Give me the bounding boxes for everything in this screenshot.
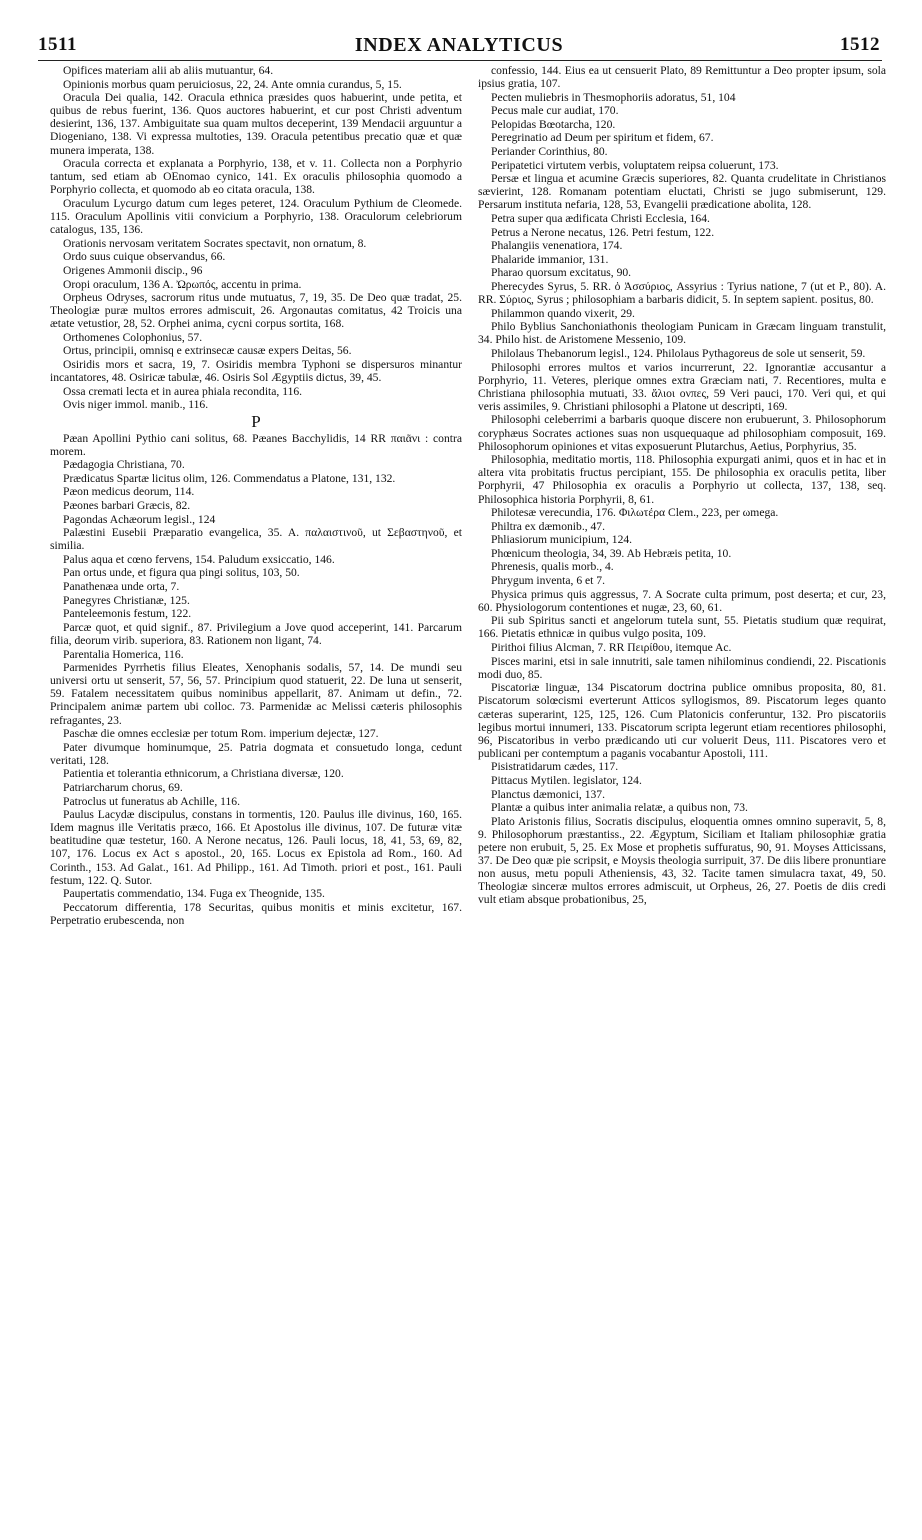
index-entry: Pecten muliebris in Thesmophoriis adoratus, 51, 104: [491, 90, 736, 104]
index-entry: Paulus Lacydæ discipulus, constans in tormentis, 120. Paulus ille divinus, 160, 165. Idem magnus ille Veritatis præco, 166. Et Apostolus ille divinus, 107. De futuræ vitæ beatitudine quæ testetur, 160. A Nerone necatus, 126. Pauli locus, 18, 41, 53, 69, 82, 107, 176. Locus ex Act s apostol., 20, 165. Locus ex Epistola ad Rom., 160. Ad Corinth., 153. Ad Galat., 161. Ad Philipp., 161. Ad Timoth. priori et post., 161. Pauli festum, 122. Q. Sutor.: [50, 808, 462, 887]
index-entry: Pharao quorsum excitatus, 90.: [491, 266, 632, 280]
section-letter-p: P: [251, 412, 261, 432]
index-entry: Pelopidas Bœotarcha, 120.: [491, 117, 616, 131]
left-column: [50, 64, 462, 928]
index-entry: Ortus, principii, omnisq e extrinsecæ causæ expers Deitas, 56.: [63, 344, 352, 358]
index-entry: Pherecydes Syrus, 5. RR. ὁ Ἀσσύριος, Assyrius : Tyrius natione, 7 (ut et P., 80). A. RR. Σύριος, Syrus ; philosophiam a barbaris didicit, 5. In septem sapient. positus, 80.: [478, 280, 886, 307]
index-entry: Patriarcharum chorus, 69.: [63, 780, 183, 794]
index-entry: Ossa cremati lecta et in aurea phiala recondita, 116.: [63, 384, 303, 398]
index-entry: Petra super qua ædificata Christi Ecclesia, 164.: [491, 212, 710, 226]
index-entry: Paschæ die omnes ecclesiæ per totum Rom. imperium dejectæ, 127.: [63, 727, 379, 741]
index-entry: Parentalia Homerica, 116.: [63, 647, 184, 661]
index-entry: Pæon medicus deorum, 114.: [63, 485, 195, 499]
header-rule: [38, 60, 882, 61]
index-entry: Patroclus ut funeratus ab Achille, 116.: [63, 794, 240, 808]
index-entry: Orpheus Odryses, sacrorum ritus unde mutuatus, 7, 19, 35. De Deo quæ tradat, 25. Theologiæ puræ multos errores admiscuit, 26. Argonautas comitatus, 42 Troicis una ætate vetustior, 28, 52. Orphei anima, cycni corpus sortita, 168.: [50, 291, 462, 331]
index-entry: Philosophia, meditatio mortis, 118. Philosophia expurgati animi, quos et in hac et in altera vita probitatis fructus percipiant, 155. De philosophia ex oraculis petita, liber Porphyrii, 47 Philosophia ex oraculis a Porphyrio ut collecta, 137, 138, seq. Philosophica historia Porphyrii, 8, 61.: [478, 453, 886, 506]
index-entry: Oropi oraculum, 136 A. Ὠρωπός, accentu in prima.: [63, 277, 302, 291]
index-entry: Philosophi errores multos et varios incurrerunt, 22. Ignorantiæ accusantur a Porphyrio, 11. Veteres, plerique omnes extra Græciam nati, 7. Recentiores, multa e Christiana philosophia mutuati, 33. ἅλιοι ονπες, 59 Veri pauci, 170. Veri qui, et qui veris assimiles, 9. Christiani philosophi a Platone ut descripti, 169.: [478, 360, 886, 413]
page-title: INDEX ANALYTICUS: [354, 34, 564, 56]
index-entry: Parmenides Pyrrhetis filius Eleates, Xenophanis sodalis, 57, 14. De mundi seu universi ortu ut senserit, 57, 56, 57. Principium quod statuerit, 22. De luna ut senserit, 59. Fatalem necessitatem quibus nominibus appellarit, 87. Animam ut defin., 72. Principalem animæ partem ubi colloc. 73. Parmenidæ ac Melissi cæteris philosophis refragantes, 23.: [50, 661, 462, 727]
index-entry: Planctus dæmonici, 137.: [491, 787, 606, 801]
index-entry: Panteleemonis festum, 122.: [63, 607, 192, 621]
index-entry: Pæones barbari Græcis, 82.: [63, 499, 191, 512]
index-entry: Osiridis mors et sacra, 19, 7. Osiridis membra Typhoni se dispersuros minantur incantatores, 48. Osiricæ tabulæ, 46. Osiris Sol Ægyptiis dictus, 39, 45.: [50, 358, 462, 385]
index-entry: Plato Aristonis filius, Socratis discipulus, eloquentia omnes omnino superavit, 5, 8, 9. Philosophorum præstantiss., 22. Ægyptum, Siciliam et Italiam philosophiæ gratia petere non erubuit, 5, 25. Ex Mose et prophetis suffuratus, 90, 91. Moyses Atticissans, 37. De Deo quæ pie scripsit, e Moysis theologia surripuit, 37. De diis libere pronuntiare non ausus, metu populi Atheniensis, 43, 32. Tacite tamen simulacra taxat, 49, 50. Theologiæ sinceræ multos errores admiscuit, ut Orpheus, 26, 27. Poetis de diis credi vult etiam absque probationibus, 25,: [478, 814, 886, 907]
index-entry: Origenes Ammonii discip., 96: [63, 263, 203, 277]
index-entry: Peccatorum differentia, 178 Securitas, quibus monitis et minis excitetur, 167. Perpetratio erubescenda, non: [50, 900, 462, 927]
index-entry: Opinionis morbus quam peruiciosus, 22, 24. Ante omnia curandus, 5, 15.: [63, 77, 402, 91]
page-header: [38, 34, 880, 58]
index-entry: Philolaus Thebanorum legisl., 124. Philolaus Pythagoreus de sole ut senserit, 59.: [491, 346, 866, 360]
index-entry: Peripatetici virtutem verbis, voluptatem reipsa coluerunt, 173.: [491, 158, 779, 172]
index-entry: Phalangiis venenatiora, 174.: [491, 239, 623, 253]
index-entry: Pittacus Mytilen. legislator, 124.: [491, 773, 642, 787]
index-entry: Orthomenes Colophonius, 57.: [63, 330, 203, 344]
index-entry: Pii sub Spiritus sancti et angelorum tutela sunt, 55. Pietatis studium quæ requirat, 166. Pietatis ethnicæ in quibus vulgo posita, 109.: [478, 614, 886, 641]
right-column: [478, 64, 886, 907]
index-entry: Plantæ a quibus inter animalia relatæ, a quibus non, 73.: [491, 801, 748, 815]
index-entry: Philo Byblius Sanchoniathonis theologiam Punicam in Græcam linguam transtulit, 34. Philo hist. de Aristomene Messenio, 109.: [478, 320, 886, 347]
index-entry: Pisces marini, etsi in sale innutriti, sale tamen nihilominus condiendi, 22. Piscationis modi duo, 85.: [478, 654, 886, 681]
index-entry: Pisistratidarum cædes, 117.: [491, 760, 619, 774]
index-entry: Patientia et tolerantia ethnicorum, a Christiana diversæ, 120.: [63, 767, 344, 781]
index-entry: Pæan Apollini Pythio cani solitus, 68. Pæanes Bacchylidis, 14 RR παιᾶνι : contra morem.: [50, 431, 462, 458]
index-entry: Piscatoriæ linguæ, 134 Piscatorum doctrina publice omnibus proposita, 80, 81. Piscatorum solœcismi everterunt Atticos syllogismos, 89. Piscatorum leges quanto cæteras superarint, 125, 125, 126. Cum Platonicis conferuntur, 132. Pro piscatoriis legibus mortui innumeri, 133. Piscatorum scripta legerunt etiam recentiores philosophi, 96, Piscatoribus in verbo prædicando uti cur voluerit Deus, 111. Piscatores vero et publicani per contemptum a paganis vocabantur Apostoli, 111.: [478, 681, 886, 760]
index-entry: Phliasiorum municipium, 124.: [491, 533, 633, 547]
index-entry: Periander Corinthius, 80.: [491, 145, 608, 159]
index-entry: Phrenesis, qualis morb., 4.: [491, 560, 614, 574]
index-entry: Oracula Dei qualia, 142. Oracula ethnica præsides quos habuerint, unde petita, et quibus de rebus fuerint, 136. Quos auctores habuerint, et cur post Christi adventum desierint, 136, 137. Ambiguitate sua quam multos deceperint, 139 Mendacii arguuntur a Diogeniano, 138. Vi expressa multoties, 139. Oracula petentibus precatio quæ et quæ munera imperata, 138.: [50, 91, 462, 157]
index-entry: Orationis nervosam veritatem Socrates spectavit, non ornatum, 8.: [63, 236, 367, 250]
index-entry: Parcæ quot, et quid signif., 87. Privilegium a Jove quod acceperint, 141. Parcarum filia, deorum virib. superiora, 83. Rationem non ligant, 74.: [50, 620, 462, 647]
index-entry: Phrygum inventa, 6 et 7.: [491, 574, 605, 588]
index-entry: Pirithoi filius Alcman, 7. RR Πειρίθου, itemque Ac.: [491, 641, 732, 655]
index-entry: Philammon quando vixerit, 29.: [491, 306, 635, 320]
page-number-right: 1512: [840, 34, 880, 55]
index-entry: Palæstini Eusebii Præparatio evangelica, 35. A. παλαιστινοῦ, ut Σεβαστηνοῦ, et similia.: [50, 526, 462, 553]
index-entry: Prædicatus Spartæ licitus olim, 126. Commendatus a Platone, 131, 132.: [63, 471, 396, 485]
index-entry: Ordo suus cuique observandus, 66.: [63, 250, 226, 264]
index-entry: Petrus a Nerone necatus, 126. Petri festum, 122.: [491, 225, 715, 239]
page-number-left: 1511: [38, 34, 77, 55]
index-entry: Pecus male cur audiat, 170.: [491, 104, 619, 118]
index-entry: Panegyres Christianæ, 125.: [63, 593, 190, 607]
index-entry: Physica primus quis aggressus, 7. A Socrate culta primum, post deserta; et cur, 23, 60. Physiologorum contentiones et nugæ, 23, 60, 61.: [478, 587, 886, 614]
index-entry: Persæ et lingua et acumine Græcis superiores, 82. Quanta crudelitate in Christianos sævierint, 128. Romanam potentiam eluctati, Christi se jugo submiserunt, 129. Persarum instituta nefaria, 128, 53, Evangelii prædicatione abolita, 128.: [478, 172, 886, 212]
index-entry: Phœnicum theologia, 34, 39. Ab Hebræis petita, 10.: [491, 546, 732, 560]
index-entry: Pan ortus unde, et figura qua pingi solitus, 103, 50.: [63, 566, 300, 580]
index-entry: Peregrinatio ad Deum per spiritum et fidem, 67.: [491, 131, 714, 145]
index-entry: Philosophi celeberrimi a barbaris quoque discere non erubuerunt, 3. Philosophorum coryphæus Socrates actiones suas non usquequaque ad philosophiam composuit, 169. Philosophorum opiniones et vitas exposuerunt Plutarchus, Aetius, Porphyrius, 35.: [478, 413, 886, 453]
index-entry: Phalaride immanior, 131.: [491, 252, 609, 266]
index-entry: Pagondas Achæorum legisl., 124: [63, 512, 216, 526]
index-entry: Palus aqua et cœno fervens, 154. Paludum exsiccatio, 146.: [63, 552, 335, 566]
index-entry: Oracula correcta et explanata a Porphyrio, 138, et v. 11. Collecta non a Porphyrio tantum, sed etiam ab OEnomao cynico, 141. Ex oraculis philosophia quomodo a Porphyrio collecta, et quomodo ab eo citata oracula, 138.: [50, 157, 462, 197]
index-entry: Pædagogia Christiana, 70.: [63, 458, 185, 472]
index-entry: Pater divumque hominumque, 25. Patria dogmata et consuetudo longa, cedunt veritati, 128.: [50, 740, 462, 767]
index-entry: Panathenæa unde orta, 7.: [63, 580, 180, 594]
index-entry: Ovis niger immol. manib., 116.: [63, 398, 209, 412]
index-entry: confessio, 144. Eius ea ut censuerit Plato, 89 Remittuntur a Deo propter ipsum, sola ipsius gratia, 107.: [478, 64, 886, 91]
index-entry: Philotesæ verecundia, 176. Φιλωτέρα Clem., 223, per ωmega.: [491, 506, 779, 520]
index-entry: Oraculum Lycurgo datum cum leges peteret, 124. Oraculum Pythium de Cleomede. 115. Oraculum Apollinis vitii convicium a Porphyrio, 138. Oraculorum celebriorum catalogus, 135, 136.: [50, 196, 462, 237]
index-entry: Opifices materiam alii ab aliis mutuantur, 64.: [63, 64, 274, 77]
index-entry: Paupertatis commendatio, 134. Fuga ex Theognide, 135.: [63, 887, 325, 901]
index-entry: Philtra ex dæmonib., 47.: [491, 519, 606, 533]
